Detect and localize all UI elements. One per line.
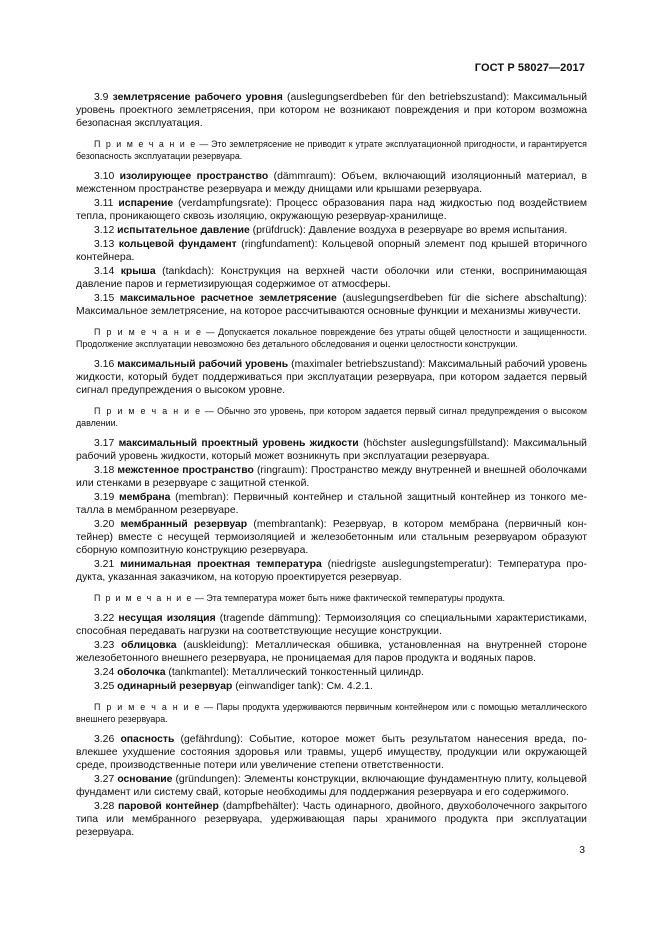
term-definition bbox=[76, 558, 587, 584]
term-definition bbox=[76, 800, 587, 839]
term-name: облицовка bbox=[120, 640, 177, 651]
term-number: 3.14 bbox=[94, 266, 115, 277]
term-definition bbox=[76, 265, 587, 291]
term-definition bbox=[76, 437, 587, 463]
term-definition bbox=[76, 358, 587, 397]
term-name: основание bbox=[117, 774, 173, 785]
term-definition bbox=[76, 518, 587, 557]
term-name: максимальный рабочий уровень bbox=[117, 359, 289, 370]
term-number: 3.19 bbox=[94, 492, 115, 503]
term-name: паровой контейнер bbox=[118, 801, 219, 812]
term-definition bbox=[76, 612, 587, 638]
note-dash: — bbox=[201, 406, 218, 416]
term-text: (prüfdruck): Давление воздуха в резервуаре во время испытания. bbox=[249, 225, 568, 236]
note bbox=[76, 326, 587, 350]
term-text: (auslegungserdbeben für die sichere abschaltung): Максимальное землетрясение, на которое рассчитываются основные функции и механизмы живучести. bbox=[76, 293, 587, 317]
term-text: (verdampfungsrate): Процесс образования пара над жидкостью под воздействием тепла, проникающего сквозь изоляцию, окружающую резервуар-хранилище. bbox=[76, 198, 587, 222]
term-definition bbox=[76, 197, 587, 223]
term-name: мембрана bbox=[118, 492, 171, 503]
term-number: 3.13 bbox=[94, 239, 115, 250]
term-name: несущая изоляция bbox=[118, 613, 216, 624]
term-text: (ringfundament): Кольцевой опорный элемент под крышей вторичного контейнера. bbox=[76, 239, 587, 263]
term-name: землетрясение рабочего уровня bbox=[112, 92, 283, 103]
term-number: 3.12 bbox=[94, 225, 115, 236]
term-text: (gründungen): Элементы конструкции, включающие фундаментную плиту, кольцевой фундамент или систему свай, которые необходимы для поддержания резервуара и его содержимого. bbox=[76, 774, 587, 798]
note-label: П р и м е ч а н и е bbox=[94, 406, 202, 416]
term-text: (einwandiger tank): См. 4.2.1. bbox=[232, 681, 373, 692]
note-dash: — bbox=[200, 702, 217, 712]
document-id-header: ГОСТ Р 58027—2017 bbox=[474, 62, 585, 74]
term-definition bbox=[76, 666, 587, 679]
term-definition bbox=[76, 224, 587, 237]
term-name: межстенное пространство bbox=[117, 465, 254, 476]
term-name: минимальная проектная температура bbox=[120, 559, 322, 570]
term-definition bbox=[76, 773, 587, 799]
term-definition bbox=[76, 733, 587, 772]
term-name: испарение bbox=[118, 198, 174, 209]
term-definition bbox=[76, 680, 587, 693]
term-text: (höchster auslegungsfüllstand): Максимальный рабочий уровень жидкости, который может возникнуть при эксплуатации резервуара. bbox=[76, 438, 587, 462]
term-text: (maximaler betriebszustand): Максимальный рабочий уровень жидкости, который будет поддерживаться при эксплуатации резервуара, при котором задается первый сигнал предупреждения о высоком уровне. bbox=[76, 359, 587, 396]
term-definition bbox=[76, 639, 587, 665]
note-text: Допускается локальное повреждение без утраты общей целостности и защищенности. Продолжение эксплуатации невозможно без детального обследования и оценки целостности конструкции. bbox=[76, 327, 587, 349]
term-name: испытательное давление bbox=[117, 225, 250, 236]
term-text: (tankdach): Конструкция на верхней части оболочки или стенки, воспринимающая давление паров и герметизирующая содержимое от атмосферы. bbox=[76, 266, 587, 290]
note-text: Это землетрясение не приводит к утрате эксплуатационной пригодности, и гарантируется безопасность эксплуатации резервуара. bbox=[76, 139, 587, 161]
term-number: 3.15 bbox=[94, 293, 115, 304]
term-text: (tankmantel): Металлический тонкостенный цилиндр. bbox=[165, 667, 424, 678]
term-definition bbox=[76, 491, 587, 517]
note bbox=[76, 701, 587, 725]
term-text: (niedrigste auslegungstemperatur): Температура продукта, указанная заказчиком, на которую проектируется резервуар. bbox=[76, 559, 587, 583]
term-number: 3.28 bbox=[94, 801, 115, 812]
term-text: (auskleidung): Металлическая обшивка, установленная на внутренней стороне железобетонного внешнего резервуара, не проницаемая для паров продукта и водяных паров. bbox=[76, 640, 588, 664]
term-number: 3.9 bbox=[94, 92, 109, 103]
term-number: 3.11 bbox=[94, 198, 114, 209]
document-body bbox=[76, 91, 587, 840]
term-number: 3.25 bbox=[94, 681, 115, 692]
note-text: Эта температура может быть ниже фактической температуры продукта. bbox=[206, 593, 505, 603]
term-number: 3.27 bbox=[94, 774, 115, 785]
term-number: 3.20 bbox=[94, 519, 115, 530]
term-definition bbox=[76, 464, 587, 490]
term-text: (ringraum): Пространство между внутренней и внешней оболочками или стенками в резервуаре с защитной стенкой. bbox=[76, 465, 587, 489]
term-number: 3.26 bbox=[94, 734, 115, 745]
term-name: мембранный резервуар bbox=[120, 519, 248, 530]
term-definition bbox=[76, 91, 587, 130]
term-definition bbox=[76, 238, 587, 264]
term-number: 3.18 bbox=[94, 465, 115, 476]
note-label: П р и м е ч а н и е bbox=[94, 327, 203, 337]
term-name: максимальный проектный уровень жидкости bbox=[118, 438, 359, 449]
note-label: П р и м е ч а н и е bbox=[94, 593, 193, 603]
term-number: 3.17 bbox=[94, 438, 115, 449]
term-name: оболочка bbox=[117, 667, 166, 678]
term-text: (membrantank): Резервуар, в котором мембрана (первичный контейнер) вместе с несущей термоизоляцией и железобетонным или стальным резервуаром образуют сборную композитную конструкцию резервуара. bbox=[76, 519, 587, 556]
note-dash: — bbox=[192, 593, 207, 603]
term-text: (gefährdung): Событие, которое может быть результатом нанесения вреда, повлекшее ухудшение состояния здоровья или травмы, ущерб имуществу, продукции или окружающей среде, производственные потери или увеличение степени ответственности. bbox=[76, 734, 587, 771]
term-number: 3.10 bbox=[94, 171, 115, 182]
term-name: опасность bbox=[120, 734, 175, 745]
term-number: 3.23 bbox=[94, 640, 115, 651]
term-number: 3.21 bbox=[94, 559, 115, 570]
note-label: П р и м е ч а н и е bbox=[94, 702, 201, 712]
note-text: Пары продукта удерживаются первичным контейнером или с помощью металлического внешнего резервуара. bbox=[76, 702, 587, 724]
term-name: максимальное расчетное землетрясение bbox=[119, 293, 337, 304]
term-definition bbox=[76, 170, 587, 196]
note-text: Обычно это уровень, при котором задается первый сигнал предупреждения о высоком давлении. bbox=[76, 406, 588, 428]
page-number: 3 bbox=[579, 845, 585, 856]
term-text: (membran): Первичный контейнер и стальной защитный контейнер из тонкого металла в мембранном резервуаре. bbox=[76, 492, 587, 516]
note-label: П р и м е ч а н и е bbox=[94, 139, 197, 149]
term-definition bbox=[76, 292, 587, 318]
term-name: кольцевой фундамент bbox=[118, 239, 237, 250]
term-name: изолирующее пространство bbox=[119, 171, 269, 182]
term-text: (tragende dämmung): Термоизоляция со специальными характеристиками, способная передавать нагрузки на соответствующие несущие конструкции. bbox=[76, 613, 587, 637]
note-dash: — bbox=[196, 139, 212, 149]
term-name: одинарный резервуар bbox=[117, 681, 233, 692]
note-dash: — bbox=[202, 327, 219, 337]
term-text: (auslegungserdbeben für den betriebszustand): Максимальный уровень проектного землетрясения, при котором не возникают повреждения и при котором возможна безопасная эксплуатация. bbox=[76, 92, 588, 129]
term-text: (dämmraum): Объем, включающий изоляционный материал, в межстенном пространстве резервуара и между днищами или крышами резервуара. bbox=[76, 171, 588, 195]
term-number: 3.16 bbox=[94, 359, 115, 370]
term-number: 3.24 bbox=[94, 667, 115, 678]
note bbox=[76, 405, 587, 429]
term-text: (dampfbehälter): Часть одинарного, двойного, двухоболочечного закрытого типа или мембранного резервуара, удерживающая пары хранимого продукта при эксплуатации резервуара. bbox=[76, 801, 588, 838]
term-number: 3.22 bbox=[94, 613, 115, 624]
note bbox=[76, 592, 587, 604]
term-name: крыша bbox=[120, 266, 156, 277]
note bbox=[76, 138, 587, 162]
